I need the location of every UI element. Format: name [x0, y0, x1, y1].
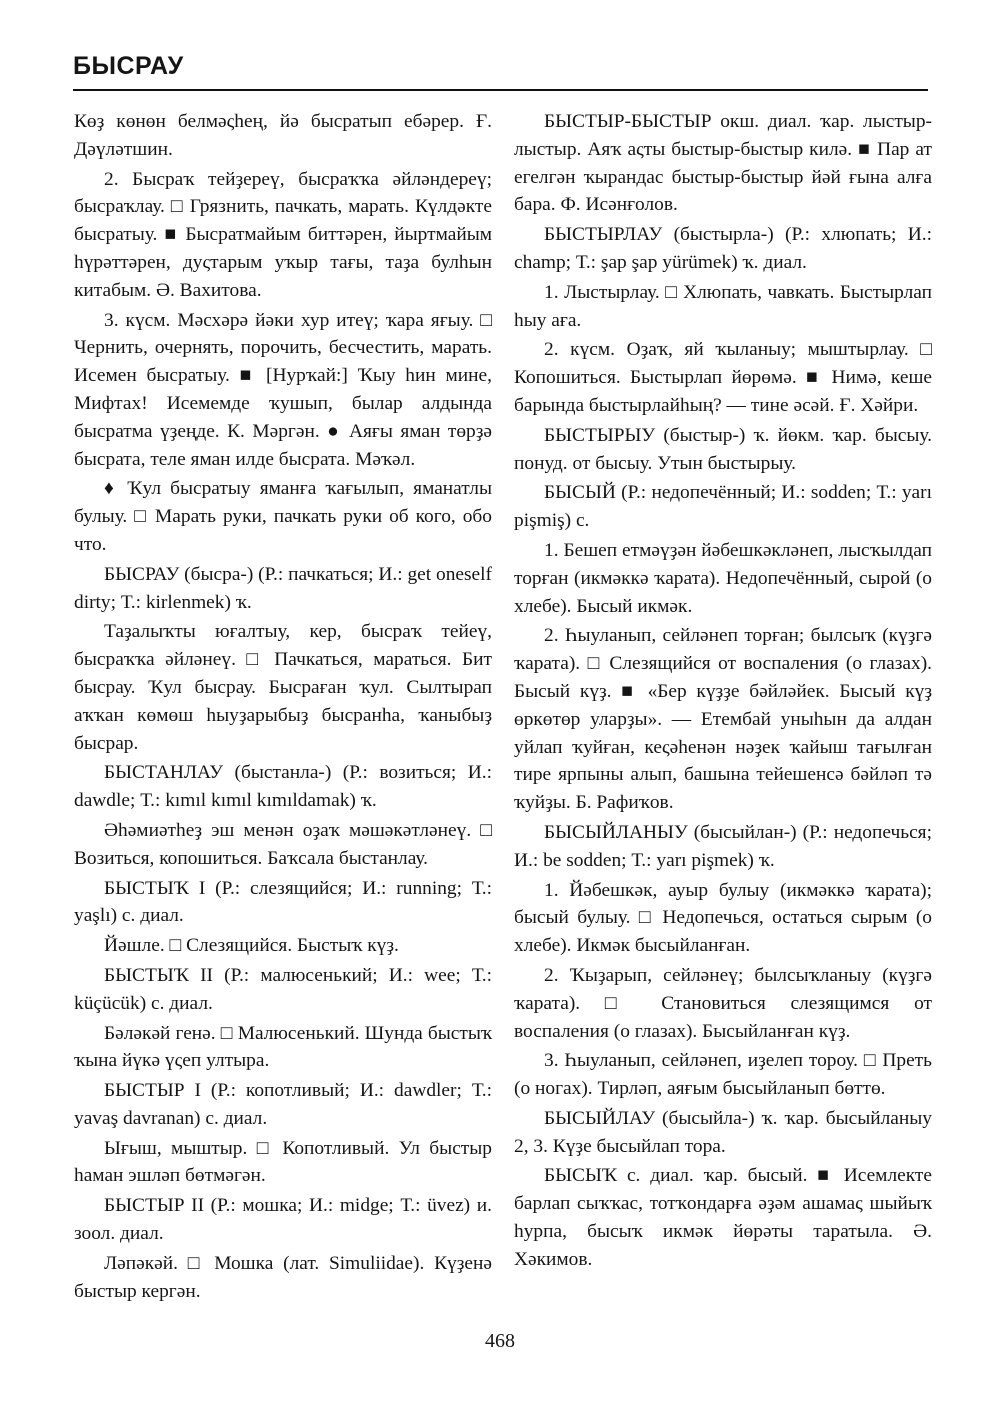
header-rule — [73, 89, 928, 91]
page-number: 468 — [485, 1330, 515, 1352]
entry-paragraph: БЫСРАУ (бысра-) (Р.: пачкаться; И.: get oneself dirty; Т.: kirlenmek) ҡ. — [74, 563, 492, 613]
entry-paragraph: Ләпәкәй. □ Мошка (лат. Simuliidae). Күҙенә быстыр кергән. — [74, 1252, 492, 1302]
entry-paragraph: БЫСЫЙЛАНЫУ (бысыйлан-) (Р.: недопечься; И.: be sodden; Т.: yarı pişmek) ҡ. — [514, 821, 932, 871]
entry-paragraph: Таҙалыҡты юғалтыу, кер, бысраҡ тейеү, бысраҡҡа әйләнеү. □ Пачкаться, мараться. Бит бысрау. Ҡул бысрау. Бысраған ҡул. Сылтырап аҡҡан көмөш һыуҙарыбыҙ бысранһа, ҡаныбыҙ бысрар. — [74, 621, 492, 754]
right-column — [514, 108, 932, 1276]
entry-paragraph: БЫСТЫРЛАУ (быстырла-) (Р.: хлюпать; И.: champ; Т.: şap şap yürümek) ҡ. диал. — [514, 224, 932, 273]
entry-paragraph: Ығыш, мыштыр. □ Копотливый. Ул быстыр һаман эшләп бөтмәгән. — [74, 1137, 492, 1187]
entry-paragraph: БЫСТЫР I (Р.: копотливый; И.: dawdler; Т.: yavaş davranan) с. диал. — [74, 1080, 492, 1129]
entry-paragraph: 1. Бешеп етмәүҙән йәбешкәкләнеп, лысҡылдап торған (икмәккә ҡарата). Недопечённый, сырой (о хлебе). Бысый икмәк. — [514, 539, 932, 617]
entry-paragraph: БЫСТЫРЫУ (быстыр-) ҡ. йөкм. ҡар. бысыу. понуд. от бысыу. Утын быстырыу. — [514, 424, 932, 474]
entry-paragraph: БЫСТЫР II (Р.: мошка; И.: midge; Т.: üvez) и. зоол. диал. — [74, 1195, 492, 1245]
entry-paragraph: 2. Бысраҡ тейҙереү, бысраҡҡа әйләндереү; бысраҡлау. □ Грязнить, пачкать, марать. Күлдәкте бысратыу. ■ Бысратмайым биттәрен, йыртмайым һүрәттәрен, дуςтарым уҡыр тағы, таҙа булһын китабым. Ә. Вахитова. — [74, 168, 492, 301]
entry-paragraph: Йәшле. □ Слезящийся. Быстыҡ күҙ. — [104, 935, 399, 957]
entry-paragraph: 1. Йәбешкәк, ауыр булыу (икмәккә ҡарата); бысый булыу. □ Недопечься, остаться сырым (о хлебе). Икмәк бысыйланған. — [514, 879, 932, 957]
entry-paragraph: БЫСЫҠ с. диал. ҡар. бысый. ■ Исемлекте барлап сыҡҡас, тотҡондарға әҙәм ашамаς шыйыҡ һурпа, бысыҡ икмәк йөрәты таратыла. Ә. Хәкимов. — [514, 1165, 932, 1270]
entry-paragraph: 3. күсм. Мәсхәрә йәки хур итеү; ҡара яғыу. □ Чернить, очернять, порочить, бесчестить, марать. Исемен бысратыу. ■ [Нурҡай:] Ҡыу һин мине, Мифтах! Исемемде ҡушып, былар алдында бысратма үҙеңде. К. Мәргән. ● Аяғы яман төрҙә бысрата, теле яман илде бысрата. Мәҡәл. — [74, 309, 492, 470]
entry-paragraph: ♦ Ҡул бысратыу яманға ҡағылып, яманатлы булыу. □ Марать руки, пачкать руки об кого, обо что. — [74, 478, 492, 555]
entry-paragraph: Әһәмиәтһеҙ эш менән оҙаҡ мәшәкәтләнеү. □ Возиться, копошиться. Баҡсала быстанлау. — [74, 819, 492, 869]
entry-paragraph: 2. Һыуланып, сейләнеп торған; былсыҡ (күҙгә ҡарата). □ Слезящийся от воспаления (о глазах). Бысый күҙ. ■ «Бер күҙҙе бәйләйек. Бысый күҙ өркөтөр уларҙы». — Етембай уныһын да алдан уйлап ҡуйған, кеςәһенән нәҙек ҡайыш тағылған тире ярпыны алып, башына тейешенсә бәйләп тә ҡуйҙы. Б. Рафиҡов. — [514, 625, 932, 814]
entry-paragraph: 2. күсм. Оҙаҡ, яй ҡыланыу; мыштырлау. □ Копошиться. Быстырлап йөрөмә. ■ Нимә, кеше барында быстырлайһың? — тине әсәй. Ғ. Хәйри. — [514, 339, 932, 416]
page-header — [73, 52, 928, 91]
running-head: БЫСРАУ — [73, 52, 184, 80]
entry-paragraph: 3. Һыуланып, сейләнеп, иҙелеп тороу. □ Преть (о ногах). Тирләп, аяғым бысыйланып бөттө. — [514, 1050, 932, 1100]
entry-paragraph: Көҙ көнөн белмәςһең, йә бысратып ебәрер. Ғ. Дәүләтшин. — [74, 111, 492, 160]
entry-paragraph: БЫСТЫҠ I (Р.: слезящийся; И.: running; Т.: yaşlı) с. диал. — [74, 877, 492, 927]
entry-paragraph: БЫСТЫҠ II (Р.: малюсенький; И.: wee; Т.: küçücük) с. диал. — [74, 964, 492, 1014]
entry-paragraph: 1. Лыстырлау. □ Хлюпать, чавкать. Быстырлап һыу аға. — [514, 281, 932, 331]
entry-paragraph: БЫСТЫР-БЫСТЫР окш. диал. ҡар. лыстыр-лыстыр. Аяҡ аςты быстыр-быстыр килә. ■ Пар ат егелгән ҡырандас быстыр-быстыр йәй ғына алға бара. Ф. Исәнғолов. — [514, 111, 932, 216]
left-column — [74, 108, 492, 1307]
entry-paragraph: БЫСЫЙ (Р.: недопечённый; И.: sodden; Т.: yarı pişmiş) с. — [514, 482, 932, 532]
entry-paragraph: БЫСЫЙЛАУ (бысыйла-) ҡ. ҡар. бысыйланыу 2, 3. Күҙе бысыйлап тора. — [514, 1107, 932, 1157]
entry-paragraph: 2. Ҡыҙарып, сейләнеү; былсыҡланыу (күҙгә ҡарата). □ Становиться слезящимся от воспаления (о глазах). Бысыйланған күҙ. — [514, 964, 932, 1042]
entry-paragraph: Бәләкәй генә. □ Малюсенький. Шунда быстыҡ ҡына йүкә үςеп ултыра. — [74, 1022, 492, 1072]
entry-paragraph: БЫСТАНЛАУ (быстанла-) (Р.: возиться; И.: dawdle; Т.: kımıl kımıl kımıldamak) ҡ. — [74, 762, 492, 812]
